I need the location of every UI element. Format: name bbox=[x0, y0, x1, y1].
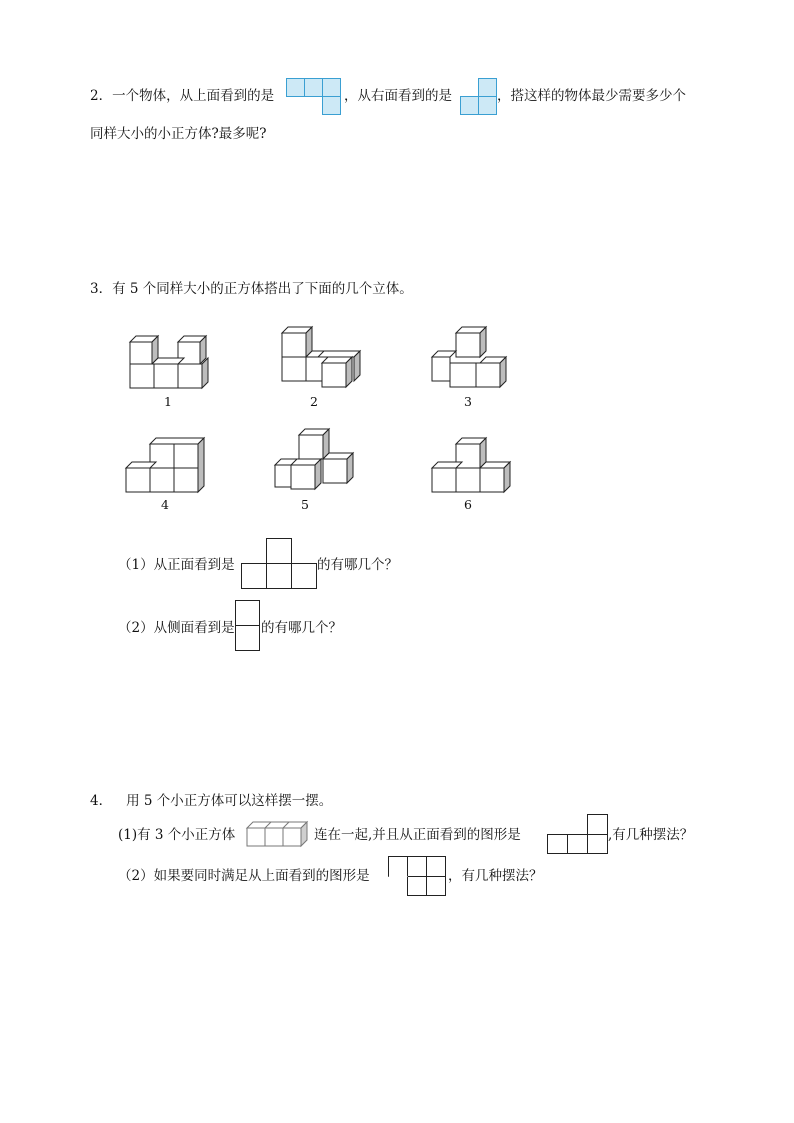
q2-text-part2: ，从右面看到的是 bbox=[344, 88, 452, 104]
q2-line1 bbox=[90, 86, 274, 106]
q4-front-view-figure bbox=[547, 814, 613, 858]
q3-figure-6 bbox=[430, 434, 520, 504]
q3-sub1-text-b: 的有哪几个？ bbox=[317, 557, 398, 573]
q4-three-cubes-figure bbox=[246, 820, 316, 850]
q3-number: 3． bbox=[90, 281, 113, 297]
q3-sub2-text-b: 的有哪几个？ bbox=[261, 620, 342, 636]
q3-front-view-figure bbox=[241, 538, 321, 590]
q4-sub2-text-a: （2）如果要同时满足从上面看到的图形是 bbox=[118, 868, 370, 884]
cube bbox=[299, 429, 329, 459]
cube bbox=[323, 453, 353, 483]
q3-figure-1 bbox=[128, 332, 218, 392]
q4-stem bbox=[90, 791, 332, 811]
q4-sub1-text-c: ,有几种摆法？ bbox=[608, 827, 694, 843]
cube bbox=[450, 357, 506, 387]
q2-number: 2． bbox=[90, 88, 113, 104]
cube bbox=[456, 327, 486, 357]
q2-right-view-figure bbox=[460, 78, 500, 118]
q4-number: 4． bbox=[90, 793, 113, 809]
q3-stem bbox=[90, 279, 413, 299]
cube bbox=[322, 357, 352, 387]
q4-stem-text: 用 5 个小正方体可以这样摆一摆。 bbox=[126, 793, 333, 809]
q3-figure-5 bbox=[273, 427, 363, 497]
cube bbox=[291, 459, 321, 489]
cube bbox=[130, 336, 158, 364]
q3-figure-label-1: 1 bbox=[164, 394, 172, 409]
q3-figure-label-6: 6 bbox=[464, 497, 472, 512]
q3-sub2-text-a: （2）从侧面看到是 bbox=[118, 620, 235, 636]
q4-sub1-text-a: (1)有 3 个小正方体 bbox=[118, 827, 236, 843]
cube bbox=[282, 327, 312, 357]
q3-figure-2 bbox=[280, 323, 370, 393]
q4-top-view-figure bbox=[388, 856, 452, 898]
q2-line2: 同样大小的小正方体?最多呢? bbox=[90, 126, 267, 142]
q2-text-part3: ，搭这样的物体最少需要多少个 bbox=[497, 88, 686, 104]
q3-sub1-text-a: （1）从正面看到是 bbox=[118, 557, 235, 573]
q2-text-part1: 一个物体，从上面看到的是 bbox=[112, 88, 275, 104]
q2-top-view-figure bbox=[286, 78, 346, 118]
q3-figure-label-3: 3 bbox=[464, 394, 472, 409]
q3-figure-label-2: 2 bbox=[310, 394, 318, 409]
q4-sub1-text-b: 连在一起,并且从正面看到的图形是 bbox=[314, 827, 521, 843]
q4-sub2-text-b: ，有几种摆法？ bbox=[448, 868, 543, 884]
q3-figure-4 bbox=[124, 434, 214, 498]
q3-figure-label-4: 4 bbox=[161, 497, 169, 512]
q3-figure-3 bbox=[430, 323, 520, 393]
q3-stem-text: 有 5 个同样大小的正方体搭出了下面的几个立体。 bbox=[112, 281, 413, 297]
q3-figure-label-5: 5 bbox=[301, 497, 309, 512]
